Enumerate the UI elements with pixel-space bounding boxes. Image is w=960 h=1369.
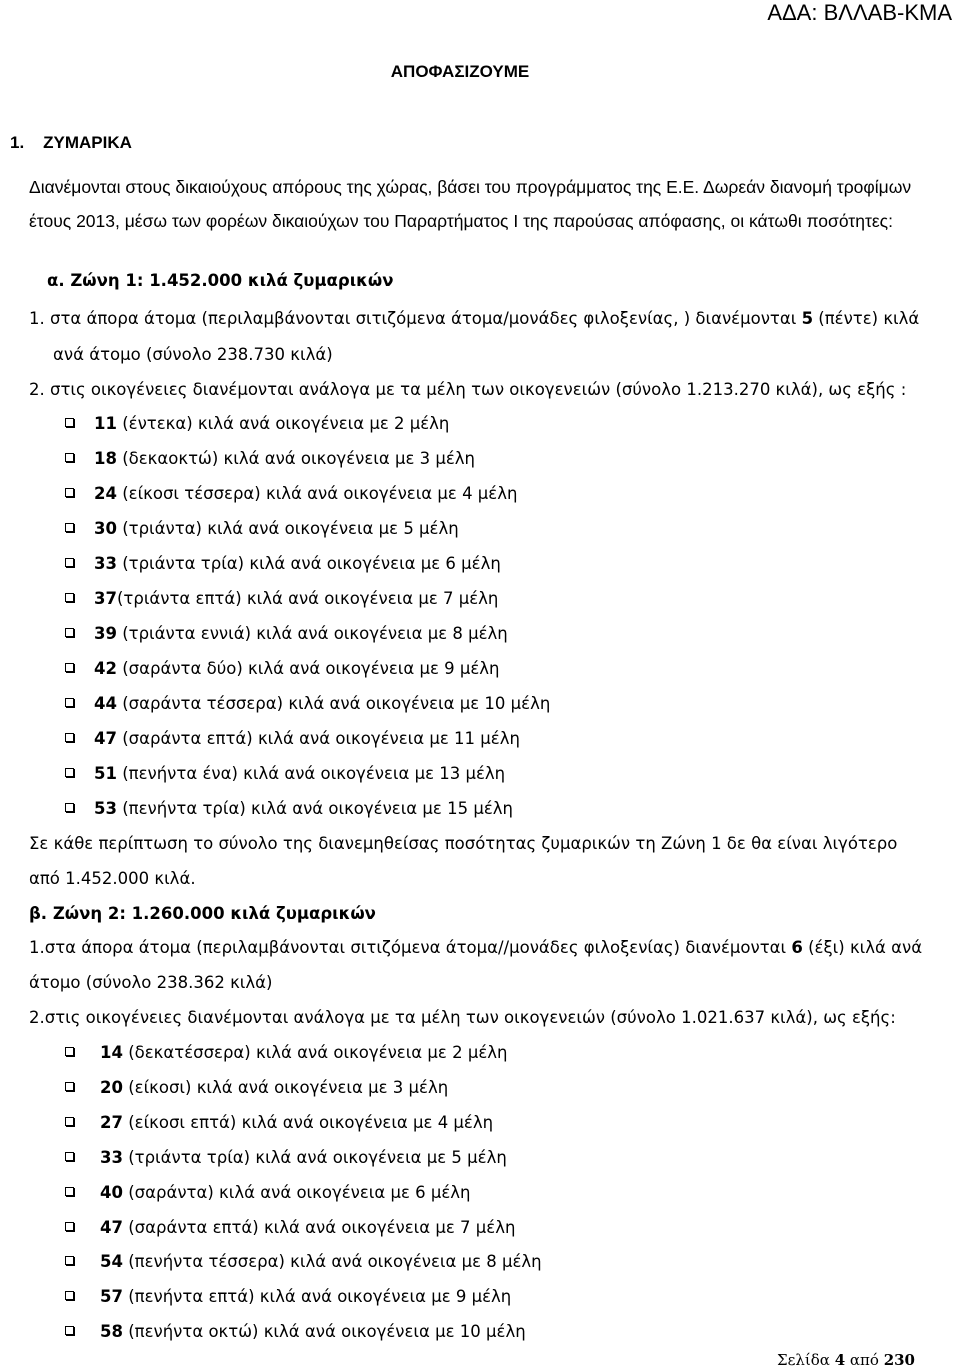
zone2-paragraph-1 xyxy=(29,938,922,957)
list-item xyxy=(65,1076,448,1100)
checkbox-bullet-icon xyxy=(65,558,74,567)
list-item-text: (τριάντα τρία) κιλά ανά οικογένεια με 5 μέλη xyxy=(122,1147,507,1167)
list-item-number: 54 xyxy=(100,1252,123,1272)
checkbox-bullet-icon xyxy=(65,1291,74,1300)
list-item-number: 33 xyxy=(94,554,117,573)
list-item-number: 57 xyxy=(100,1287,123,1307)
list-item xyxy=(65,797,513,821)
footer-prefix: Σελίδα xyxy=(776,1351,835,1369)
list-item xyxy=(65,1041,507,1065)
section-number: 1. xyxy=(10,133,25,152)
list-item xyxy=(65,447,475,471)
list-item xyxy=(65,1320,526,1344)
list-item-number: 51 xyxy=(94,764,117,783)
list-item-number: 44 xyxy=(94,694,117,713)
list-item-text: (σαράντα επτά) κιλά ανά οικογένεια με 7 μέλη xyxy=(122,1217,516,1237)
list-item-number: 24 xyxy=(94,484,117,503)
list-item-text: (σαράντα τέσσερα) κιλά ανά οικογένεια με 10 μέλη xyxy=(116,694,551,713)
list-item xyxy=(65,1285,511,1309)
list-item-text: (δεκαοκτώ) κιλά ανά οικογένεια με 3 μέλη xyxy=(116,449,475,468)
zone2-p1-text-end: (έξι) κιλά ανά xyxy=(802,938,923,957)
checkbox-bullet-icon xyxy=(65,698,74,707)
zone1-heading: α. Ζώνη 1: 1.452.000 κιλά ζυμαρικών xyxy=(47,271,394,290)
list-item xyxy=(65,762,505,786)
checkbox-bullet-icon xyxy=(65,1326,74,1335)
list-item-text: (τριάντα) κιλά ανά οικογένεια με 5 μέλη xyxy=(116,519,459,538)
footer-middle: από xyxy=(845,1351,884,1369)
checkbox-bullet-icon xyxy=(65,453,74,462)
zone1-paragraph-2: 2. στις οικογένειες διανέμονται ανάλογα με τα μέλη των οικογενειών (σύνολο 1.213.270 κιλά), ως εξής : xyxy=(29,380,907,399)
list-item xyxy=(65,1216,515,1240)
list-item xyxy=(65,517,459,541)
list-item-number: 20 xyxy=(100,1077,123,1097)
section-title: ΖΥΜΑΡΙΚΑ xyxy=(43,133,132,152)
checkbox-bullet-icon xyxy=(65,488,74,497)
list-item-text: (είκοσι επτά) κιλά ανά οικογένεια με 4 μέλη xyxy=(122,1112,494,1132)
list-item-number: 14 xyxy=(100,1043,123,1062)
document-title: ΑΠΟΦΑΣΙΖΟΥΜΕ xyxy=(390,62,530,81)
list-item xyxy=(65,587,498,611)
checkbox-bullet-icon xyxy=(65,1222,74,1231)
zone2-p1-text: 1.στα άπορα άτομα (περιλαμβάνονται σιτιζόμενα άτομα//μονάδες φιλοξενίας) διανέμονται xyxy=(29,938,792,957)
list-item-number: 40 xyxy=(100,1182,123,1202)
zone1-note: Σε κάθε περίπτωση το σύνολο της διανεμηθείσας ποσότητας ζυμαρικών τη Ζώνη 1 δε θα είναι λιγότερο xyxy=(29,834,898,853)
list-item xyxy=(65,1250,542,1274)
list-item-number: 37 xyxy=(94,589,117,608)
zone1-paragraph-1-cont: ανά άτομο (σύνολο 238.730 κιλά) xyxy=(53,345,333,364)
ada-code: ΑΔΑ: ΒΛΛΑΒ-ΚΜΑ xyxy=(767,0,952,25)
list-item xyxy=(65,412,449,436)
list-item xyxy=(65,1111,493,1135)
checkbox-bullet-icon xyxy=(65,1082,74,1091)
list-item-number: 47 xyxy=(100,1217,123,1237)
zone1-note-cont: από 1.452.000 κιλά. xyxy=(29,869,196,888)
list-item-text: (πενήντα τρία) κιλά ανά οικογένεια με 15 μέλη xyxy=(116,799,513,818)
list-item-text: (δεκατέσσερα) κιλά ανά οικογένεια με 2 μέλη xyxy=(122,1043,508,1062)
list-item-number: 18 xyxy=(94,449,117,468)
list-item-number: 27 xyxy=(100,1112,123,1132)
list-item xyxy=(65,692,550,716)
list-item-text: (τριάντα εννιά) κιλά ανά οικογένεια με 8 μέλη xyxy=(116,624,508,643)
zone1-p1-text-end: (πέντε) κιλά xyxy=(813,309,920,328)
checkbox-bullet-icon xyxy=(65,523,74,532)
zone1-p1-text: 1. στα άπορα άτομα (περιλαμβάνονται σιτιζόμενα άτομα/μονάδες φιλοξενίας, ) διανέμονται xyxy=(29,309,802,328)
list-item-number: 47 xyxy=(94,729,117,748)
list-item-text: (πενήντα τέσσερα) κιλά ανά οικογένεια με 8 μέλη xyxy=(122,1252,542,1272)
intro-paragraph: Διανέμονται στους δικαιούχους απόρους της χώρας, βάσει του προγράμματος της Ε.Ε. Δωρεάν διανομή τροφίμων έτους 2013, μέσω των φορέων δικαιούχων του Παραρτήματος Ι της παρούσας απόφασης, οι κάτωθι ποσότητες: xyxy=(29,177,912,231)
list-item-number: 53 xyxy=(94,799,117,818)
checkbox-bullet-icon xyxy=(65,1256,74,1265)
list-item-text: (σαράντα δύο) κιλά ανά οικογένεια με 9 μέλη xyxy=(116,659,500,678)
footer-total: 230 xyxy=(883,1351,915,1369)
list-item-text: (πενήντα ένα) κιλά ανά οικογένεια με 13 μέλη xyxy=(116,764,506,783)
checkbox-bullet-icon xyxy=(65,1187,74,1196)
zone2-paragraph-2: 2.στις οικογένειες διανέμονται ανάλογα με τα μέλη των οικογενειών (σύνολο 1.021.637 κιλά), ως εξής: xyxy=(29,1008,896,1027)
list-item-text: (πενήντα οκτώ) κιλά ανά οικογένεια με 10 μέλη xyxy=(122,1322,526,1342)
list-item-number: 33 xyxy=(100,1147,123,1167)
list-item xyxy=(65,1146,507,1170)
list-item-number: 11 xyxy=(94,414,117,433)
list-item xyxy=(65,657,500,681)
list-item-number: 42 xyxy=(94,659,117,678)
list-item-text: (έντεκα) κιλά ανά οικογένεια με 2 μέλη xyxy=(116,414,450,433)
section-heading xyxy=(10,133,132,153)
list-item-number: 58 xyxy=(100,1322,123,1342)
checkbox-bullet-icon xyxy=(65,418,74,427)
checkbox-bullet-icon xyxy=(65,733,74,742)
list-item-text: (σαράντα επτά) κιλά ανά οικογένεια με 11 μέλη xyxy=(116,729,520,748)
list-item-number: 39 xyxy=(94,624,117,643)
list-item-text: (σαράντα) κιλά ανά οικογένεια με 6 μέλη xyxy=(122,1182,471,1202)
list-item xyxy=(65,482,517,506)
list-item-text: (είκοσι) κιλά ανά οικογένεια με 3 μέλη xyxy=(122,1077,449,1097)
list-item-text: (πενήντα επτά) κιλά ανά οικογένεια με 9 μέλη xyxy=(122,1287,512,1307)
zone2-heading: β. Ζώνη 2: 1.260.000 κιλά ζυμαρικών xyxy=(29,904,376,923)
list-item-number: 30 xyxy=(94,519,117,538)
zone2-paragraph-1-cont: άτομο (σύνολο 238.362 κιλά) xyxy=(29,973,273,992)
list-item-text: (τριάντα τρία) κιλά ανά οικογένεια με 6 μέλη xyxy=(116,554,501,573)
list-item-text: (τριάντα επτά) κιλά ανά οικογένεια με 7 μέλη xyxy=(116,589,499,608)
zone1-paragraph-1 xyxy=(29,309,919,328)
zone2-p1-bold: 6 xyxy=(791,938,803,957)
list-item-text: (είκοσι τέσσερα) κιλά ανά οικογένεια με 4 μέλη xyxy=(116,484,518,503)
checkbox-bullet-icon xyxy=(65,768,74,777)
checkbox-bullet-icon xyxy=(65,1152,74,1161)
checkbox-bullet-icon xyxy=(65,593,74,602)
checkbox-bullet-icon xyxy=(65,1117,74,1126)
list-item xyxy=(65,552,501,576)
page-footer xyxy=(777,1351,915,1369)
checkbox-bullet-icon xyxy=(65,628,74,637)
checkbox-bullet-icon xyxy=(65,1047,74,1056)
checkbox-bullet-icon xyxy=(65,663,74,672)
list-item xyxy=(65,622,508,646)
footer-page: 4 xyxy=(834,1351,846,1369)
zone1-p1-bold: 5 xyxy=(801,309,814,328)
list-item xyxy=(65,1181,471,1205)
checkbox-bullet-icon xyxy=(65,803,74,812)
list-item xyxy=(65,727,520,751)
